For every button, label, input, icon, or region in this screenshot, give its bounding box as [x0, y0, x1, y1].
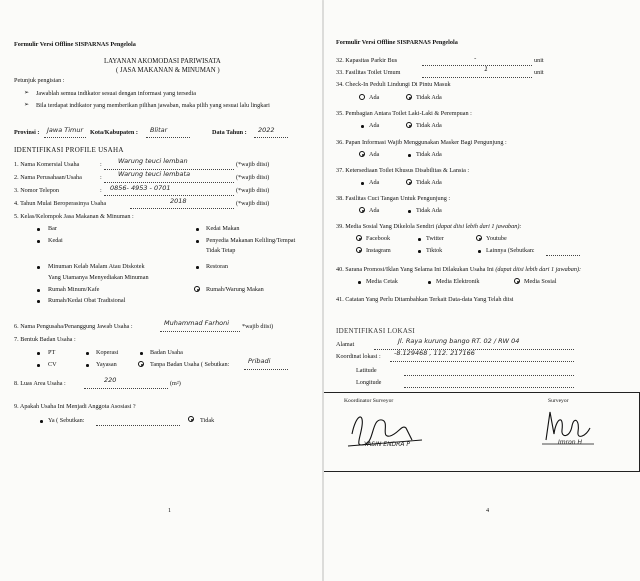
option-koperasi[interactable]: Koperasi	[96, 349, 119, 356]
q35-tidak-ada[interactable]: Tidak Ada	[416, 122, 442, 129]
page-number: 1	[168, 507, 172, 514]
required-note: (*wajib diisi)	[236, 161, 270, 168]
coordinator-name: YASIN ENDRA P	[364, 441, 410, 448]
q6-field[interactable]: Muhammad Farhoni	[164, 319, 230, 327]
q4-label: 4. Tahun Mulai Beroperasinya Usaha	[14, 200, 107, 207]
unit-label: unit	[534, 57, 544, 64]
radio-icon[interactable]	[359, 94, 365, 100]
selected-radio-icon[interactable]	[406, 94, 412, 100]
q9-label: 9. Apakah Usaha Ini Menjadi Anggota Asosiasi ?	[14, 403, 136, 410]
option-lainnya[interactable]: Lainnya (Sebutkan:	[486, 247, 535, 254]
form-page-4	[324, 0, 640, 581]
section-profile: IDENTIFIKASI PROFILE USAHA	[14, 146, 124, 154]
q35-label: 35. Pembagian Antara Toilet Laki-Laki & Perempuan :	[336, 110, 472, 117]
option-penyedia-2: Tidak Tetap	[206, 247, 236, 254]
q4-field[interactable]: 2018	[170, 197, 187, 205]
form-subtitle: ( JASA MAKANAN & MINUMAN )	[116, 67, 220, 74]
option-ya[interactable]: Ya ( Sebutkan:	[48, 417, 85, 424]
q8-unit: (m²)	[170, 380, 181, 387]
selected-radio-icon[interactable]	[406, 179, 412, 185]
required-note: (*wajib diisi)	[236, 174, 270, 181]
option-bar[interactable]: Bar	[48, 225, 57, 232]
section-location: IDENTIFIKASI LOKASI	[336, 327, 415, 335]
option-kedai-makan[interactable]: Kedai Makan	[206, 225, 240, 232]
instruction-2: Bila terdapat indikator yang memberikan pilihan jawaban, maka pilih yang sesuai lalu lingkari	[36, 102, 270, 109]
q38-tidak-ada[interactable]: Tidak Ada	[416, 207, 442, 214]
q36-tidak-ada[interactable]: Tidak Ada	[416, 151, 442, 158]
address-label: Alamat	[336, 341, 355, 348]
q34-tidak-ada[interactable]: Tidak Ada	[416, 94, 442, 101]
selected-radio-icon[interactable]	[359, 151, 365, 157]
required-note: (*wajib diisi)	[236, 200, 270, 207]
address-field[interactable]: Jl. Raya kurung bango RT. 02 / RW 04	[398, 337, 520, 345]
option-tanpa-badan[interactable]: Tanpa Badan Usaha ( Sebutkan:	[150, 361, 230, 368]
surveyor-label: Surveyor	[548, 398, 569, 404]
q37-tidak-ada[interactable]: Tidak Ada	[416, 179, 442, 186]
option-restoran[interactable]: Restoran	[206, 263, 228, 270]
year-field[interactable]: 2022	[258, 126, 275, 134]
q6-label: 6. Nama Pengusaha/Penanggung Jawab Usaha :	[14, 323, 133, 330]
latitude-label: Latitude	[356, 367, 377, 374]
selected-radio-icon[interactable]	[406, 122, 412, 128]
form-header: Formulir Versi Offline SISPARNAS Pengelola	[14, 41, 136, 48]
selected-radio-icon[interactable]	[138, 361, 144, 367]
option-instagram[interactable]: Instagram	[366, 247, 391, 254]
option-kedai[interactable]: Kedai	[48, 237, 63, 244]
q40-label: 40. Sarana Promosi/Iklan Yang Selama Ini Dilakukan Usaha Ini (dapat diisi lebih dari 1 jawaban):	[336, 266, 582, 273]
q2-label: 2. Nama Perusahaan/Usaha	[14, 174, 82, 181]
q37-ada[interactable]: Ada	[369, 179, 380, 186]
q5-label: 5. Kelas/Kelompok Jasa Makanan & Minuman :	[14, 213, 134, 220]
option-twitter[interactable]: Twitter	[426, 235, 444, 242]
option-tiktok[interactable]: Tiktok	[426, 247, 443, 254]
q8-field[interactable]: 220	[104, 376, 117, 384]
city-field[interactable]: Blitar	[150, 126, 168, 134]
option-facebook[interactable]: Facebook	[366, 235, 391, 242]
coord-field[interactable]: -8.129468 , 112. 217166	[394, 349, 475, 357]
selected-checkbox-icon[interactable]	[514, 278, 520, 284]
option-obat[interactable]: Rumah/Kedai Obat Tradisional	[48, 297, 126, 304]
q33-label: 33. Fasilitas Toilet Umum	[336, 69, 401, 76]
selected-radio-icon[interactable]	[359, 207, 365, 213]
q41-label: 41. Catatan Yang Perlu Ditambahkan Terkait Data-data Yang Telah diisi	[336, 296, 514, 303]
option-minuman-2: Yang Utamanya Menyediakan Minuman	[48, 274, 149, 281]
option-badan-usaha[interactable]: Badan Usaha	[150, 349, 183, 356]
option-pt[interactable]: PT	[48, 349, 56, 356]
selected-checkbox-icon[interactable]	[356, 235, 362, 241]
option-penyedia[interactable]: Penyedia Makanan Keliling/Tempat	[206, 237, 296, 244]
arrow-icon: ➢	[24, 90, 30, 96]
q36-label: 36. Papan Informasi Wajib Menggunakan Masker Bagi Pengunjung :	[336, 139, 507, 146]
page-number: 4	[486, 507, 490, 514]
q6-required: *wajib diisi)	[242, 323, 274, 330]
q1-label: 1. Nama Komersial Usaha	[14, 161, 80, 168]
selected-radio-icon[interactable]	[194, 286, 200, 292]
q35-ada[interactable]: Ada	[369, 122, 380, 129]
instructions-label: Petunjuk pengisian :	[14, 77, 65, 84]
form-header: Formulir Versi Offline SISPARNAS Pengelola	[336, 39, 458, 46]
q1-field[interactable]: Warung teuci lemban	[118, 157, 188, 165]
coordinator-label: Koordinator Surveyor	[344, 398, 394, 404]
arrow-icon: ➢	[24, 102, 30, 108]
longitude-label: Longitude	[356, 379, 382, 386]
city-label: Kota/Kabupaten :	[90, 129, 138, 136]
q36-ada[interactable]: Ada	[369, 151, 380, 158]
option-cv[interactable]: CV	[48, 361, 57, 368]
coord-label: Koordinat lokasi :	[336, 353, 381, 360]
q2-field[interactable]: Warung teuci lembata	[118, 170, 191, 178]
q8-label: 8. Luas Area Usaha :	[14, 380, 66, 387]
q39-label: 39. Media Sosial Yang Dikelola Sendiri (dapat diisi lebih dari 1 jawaban):	[336, 223, 522, 230]
year-label: Data Tahun :	[212, 129, 247, 136]
q3-label: 3. Nomor Telepon	[14, 187, 59, 194]
q34-label: 34. Check-In Peduli Lindungi Di Pintu Masuk	[336, 81, 451, 88]
unit-label: unit	[534, 69, 544, 76]
option-rumah-minum[interactable]: Rumah Minum/Kafe	[48, 286, 100, 293]
q37-label: 37. Ketersediaan Toilet Khusus Disabilitas & Lansia :	[336, 167, 470, 174]
selected-radio-icon[interactable]	[188, 416, 194, 422]
form-page-1: Formulir Versi Offline SISPARNAS Pengelola LAYANAN AKOMODASI PARIWISATA ( JASA MAKANAN & MINUMAN ) Petunjuk pengisian : ➢ Jawablah semua indikator sesuai dengan informasi yang tersedia ➢ Bila terdapat indikator yang memberikan pilihan jawaban, maka pilih yang sesuai lalu lingkari Provinsi : Jawa Timur Kota/Kabupaten : Blitar Data Tahun : 2022 IDENTIFIKASI PROFILE USAHA 1. Nama Komersial Usaha : Warung teuci lemban (*wajib diisi) 2. Nama Perusahaan/Usaha : Warung teuci lembata (*wajib diisi) 3. Nomor Telepon : 0856- 4953 - 0701 (*wajib diisi) 4. Tahun Mulai Beroperasinya Usaha 2018 (*wajib diisi) 5. Kelas/Kelompok Jasa Makanan & Minuman : Bar Kedai Makan Kedai Penyedia Makanan Keliling/Tempat Tidak Tetap Minuman Kelab Malam Atau Diskotek Yang Utamanya Menyediakan Minuman Restoran Rumah Minum/Kafe Rumah/Warung Makan Rumah/Kedai Obat Tradisional 6. Nama Pengusaha/Penanggung Jawab Usaha : Muhammad Farhoni *wajib diisi) 7. Bentuk Badan Usaha : PT Koperasi Badan Usaha CV Yayasan Tanpa Badan Usaha ( Sebutkan: Pribadi 8. Luas Area Usaha : 220 (m²) 9. Apakah Usaha Ini Menjadi Anggota Asosiasi ? Ya ( Sebutkan: Tidak 1	[0, 0, 322, 581]
q3-field[interactable]: 0856- 4953 - 0701	[110, 184, 171, 192]
selected-checkbox-icon[interactable]	[356, 247, 362, 253]
option-youtube[interactable]: Youtube	[486, 235, 507, 242]
q38-ada[interactable]: Ada	[369, 207, 380, 214]
required-note: (*wajib diisi)	[236, 187, 270, 194]
option-media-sosial[interactable]: Media Sosial	[524, 278, 557, 285]
option-tanpa-field[interactable]: Pribadi	[248, 357, 271, 365]
q32-label: 32. Kapasitas Parkir Bus	[336, 57, 398, 64]
option-rumah-warung[interactable]: Rumah/Warung Makan	[206, 286, 264, 293]
q33-field[interactable]: 1	[484, 65, 489, 73]
selected-checkbox-icon[interactable]	[476, 235, 482, 241]
surveyor-name: Imron H	[558, 439, 582, 446]
instruction-1: Jawablah semua indikator sesuai dengan informasi yang tersedia	[36, 90, 196, 97]
q38-label: 38. Fasilitas Cuci Tangan Untuk Pengunjung :	[336, 195, 451, 202]
q32-field[interactable]: -	[474, 54, 477, 62]
option-yayasan[interactable]: Yayasan	[96, 361, 117, 368]
option-media-elektronik[interactable]: Media Elektronik	[436, 278, 480, 285]
option-media-cetak[interactable]: Media Cetak	[366, 278, 398, 285]
q7-label: 7. Bentuk Badan Usaha :	[14, 336, 76, 343]
form-title: LAYANAN AKOMODASI PARIWISATA	[104, 58, 221, 65]
province-label: Provinsi :	[14, 129, 40, 136]
option-tidak[interactable]: Tidak	[200, 417, 215, 424]
q34-ada[interactable]: Ada	[369, 94, 380, 101]
province-field[interactable]: Jawa Timur	[47, 126, 84, 134]
option-minuman[interactable]: Minuman Kelab Malam Atau Diskotek	[48, 263, 145, 270]
